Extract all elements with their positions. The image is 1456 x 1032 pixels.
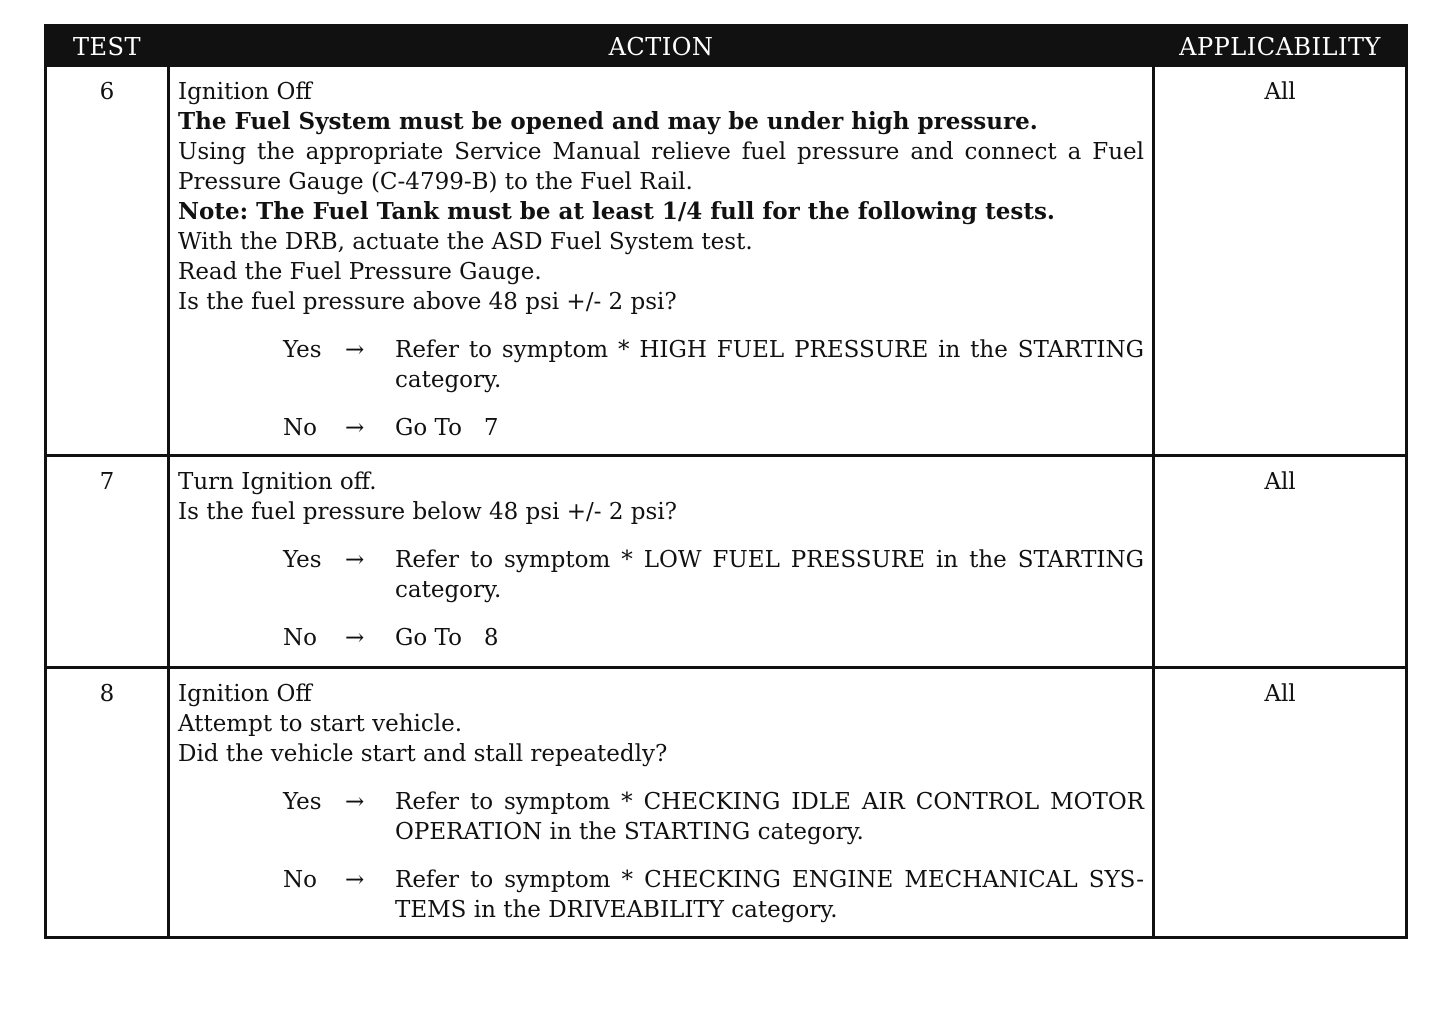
applicability-value: All <box>1264 681 1296 707</box>
action-line: With the DRB, actuate the ASD Fuel System test. <box>178 229 753 255</box>
table-row <box>47 666 1405 936</box>
action-cell <box>167 457 1155 666</box>
no-branch <box>178 623 1144 653</box>
test-number: 8 <box>99 681 115 707</box>
arrow-icon: → <box>345 547 365 573</box>
question-line: Did the vehicle start and stall repeatedly? <box>178 741 668 767</box>
no-label: No <box>283 867 317 893</box>
table-header <box>47 27 1405 67</box>
table-row <box>47 454 1405 666</box>
yes-label: Yes <box>283 337 322 363</box>
diagnostic-table <box>44 24 1408 939</box>
yes-label: Yes <box>283 547 322 573</box>
no-label: No <box>283 415 317 441</box>
action-line: Turn Ignition off. <box>178 469 377 495</box>
yes-branch <box>178 335 1144 395</box>
action-line: Ignition Off <box>178 681 312 707</box>
header-applicability: APPLICABILITY <box>1179 33 1381 61</box>
applicability-value: All <box>1264 79 1296 105</box>
applicability-value: All <box>1264 469 1296 495</box>
action-line: Ignition Off <box>178 79 312 105</box>
action-line: Using the appropriate Service Manual relieve fuel pressure and connect a Fuel Pressure Gauge (C-4799-B) to the Fuel Rail. <box>178 139 1144 195</box>
no-result: Go To 8 <box>395 625 499 651</box>
question-line: Is the fuel pressure below 48 psi +/- 2 psi? <box>178 499 678 525</box>
arrow-icon: → <box>345 789 365 815</box>
test-number: 6 <box>99 79 115 105</box>
yes-result: Refer to symptom * CHECKING IDLE AIR CONTROL MOTOR OPERATION in the STARTING category. <box>395 789 1144 845</box>
test-number: 7 <box>99 469 115 495</box>
yes-label: Yes <box>283 789 322 815</box>
yes-branch <box>178 545 1144 605</box>
no-result: Go To 7 <box>395 415 499 441</box>
arrow-icon: → <box>345 867 365 893</box>
yes-result: Refer to symptom * LOW FUEL PRESSURE in the STARTING category. <box>395 547 1144 603</box>
yes-result: Refer to symptom * HIGH FUEL PRESSURE in the STARTING category. <box>395 337 1144 393</box>
yes-branch <box>178 787 1144 847</box>
header-action: ACTION <box>608 33 714 61</box>
header-test: TEST <box>73 33 141 61</box>
action-line: Attempt to start vehicle. <box>178 711 463 737</box>
no-label: No <box>283 625 317 651</box>
no-branch <box>178 865 1144 925</box>
arrow-icon: → <box>345 415 365 441</box>
arrow-icon: → <box>345 625 365 651</box>
table-row <box>47 67 1405 454</box>
action-cell <box>167 67 1155 454</box>
question-line: Is the fuel pressure above 48 psi +/- 2 psi? <box>178 289 677 315</box>
warning-line: The Fuel System must be opened and may be under high pressure. <box>178 108 1038 135</box>
no-branch <box>178 413 1144 443</box>
action-line: Read the Fuel Pressure Gauge. <box>178 259 542 285</box>
no-result: Refer to symptom * CHECKING ENGINE MECHANICAL SYS-TEMS in the DRIVEABILITY category. <box>395 867 1144 923</box>
action-cell <box>167 669 1155 936</box>
note-line: Note: The Fuel Tank must be at least 1/4 full for the following tests. <box>178 198 1055 225</box>
arrow-icon: → <box>345 337 365 363</box>
